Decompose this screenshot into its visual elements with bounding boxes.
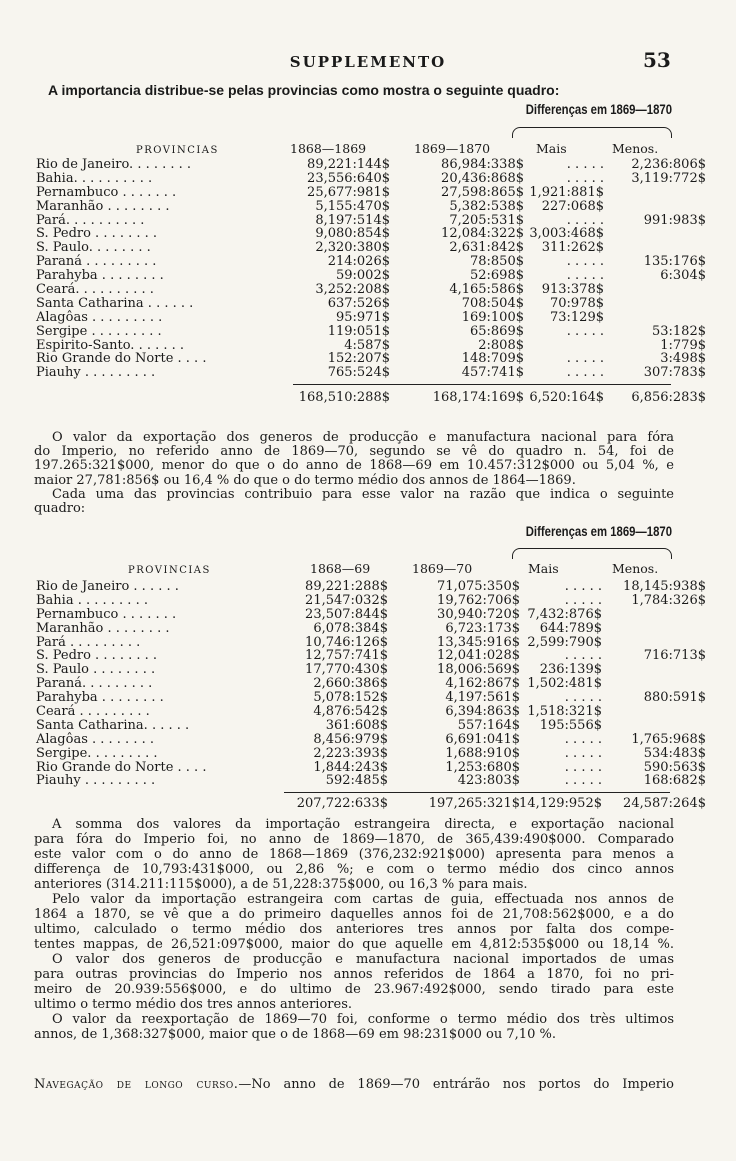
value-1868-69: 119:051$ (327, 323, 390, 339)
value-1868-69: 2,223:393$ (313, 745, 388, 761)
table1-provinces-header: PROVINCIAS (136, 145, 219, 156)
difference-menos: 534:483$ (643, 745, 706, 761)
paragraph-line: annos, de 1,368:327$000, maior que o de 1868—69 em 98:231$000 ou 7,10 %. (34, 1027, 556, 1042)
paragraph-line: anteriores (314.211:115$000), a de 51,228:375$000, ou 16,3 % para mais. (34, 877, 528, 892)
table2-mais-header: Mais (528, 561, 559, 576)
table1-total-rule (293, 384, 671, 385)
paragraph-line: para outras provincias do Imperio nos annos referidos de 1864 a 1870, foi no pri- (34, 967, 674, 982)
table-row (36, 608, 676, 622)
difference-mais: . . . . . (566, 365, 604, 381)
running-header-title: SUPPLEMENTO (289, 53, 447, 71)
intro-sentence: A importancia distribue-se pelas provincias como mostra o seguinte quadro: (48, 82, 560, 98)
value-1868-69: 95:971$ (335, 309, 390, 325)
difference-menos: 590:563$ (643, 759, 706, 775)
value-1869-70: 52:698$ (469, 268, 524, 284)
value-1869-70: 4,165:586$ (449, 282, 524, 298)
table-row (36, 663, 676, 677)
table1-differences-brace (512, 127, 672, 138)
value-1868-69: 152:207$ (327, 351, 390, 367)
paragraph-line: meiro de 20.939:556$000, e do ultimo de 23.967:492$000, sendo tirado para este (34, 982, 674, 997)
value-1869-70: 86,984:338$ (441, 157, 524, 172)
difference-mais: 644:789$ (539, 620, 602, 636)
difference-mais: 195:556$ (539, 717, 602, 733)
value-1868-69: 8,456:979$ (313, 731, 388, 747)
province-name: Bahia. . . . . . . . . . (36, 170, 153, 186)
paragraph-line: O valor da reexportação de 1869—70 foi, conforme o termo médio dos très ultimos (52, 1012, 674, 1027)
value-1868-69: 2,660:386$ (313, 676, 388, 692)
province-name: Espirito-Santo. . . . . . . (36, 337, 185, 353)
province-name: Sergipe. . . . . . . . . (36, 745, 158, 761)
difference-menos: 168:682$ (643, 773, 706, 789)
value-1869-70: 27,598:865$ (441, 184, 524, 200)
table2-total-mais: 14,129:952$ (519, 796, 602, 811)
table2-differences-brace (512, 548, 672, 559)
difference-menos: 991:983$ (643, 212, 706, 228)
value-1868-69: 361:608$ (325, 717, 388, 733)
difference-menos: 53:182$ (651, 323, 706, 339)
value-1868-69: 23,507:844$ (305, 606, 388, 622)
table-row (36, 731, 706, 747)
paragraph-line: para fóra do Imperio foi, no anno de 1869—1870, de 365,439:490$000. Comparado (34, 832, 674, 847)
value-1869-70: 6,394:863$ (445, 704, 520, 720)
paragraph-line: quadro: (34, 501, 86, 516)
province-name: Bahia . . . . . . . . . (36, 592, 148, 608)
value-1868-69: 5,078:152$ (313, 690, 388, 706)
value-1868-69: 2,320:380$ (315, 240, 390, 256)
value-1869-70: 148:709$ (461, 351, 524, 367)
value-1869-70: 30,940:720$ (437, 606, 520, 622)
table1-total-1868-69: 168,510:288$ (298, 390, 390, 405)
table-row (36, 186, 676, 200)
province-name: Santa Catharina . . . . . . (36, 295, 194, 311)
province-name: Rio de Janeiro . . . . . . (36, 579, 179, 594)
last-line-navegacao (34, 1078, 674, 1092)
value-1869-70: 6,723:173$ (445, 620, 520, 636)
table2-total-1869-70: 197,265:321$ (428, 796, 520, 811)
value-1868-69: 637:526$ (327, 295, 390, 311)
table2-differences-title: Differenças em 1869—1870 (525, 524, 672, 539)
value-1868-69: 4,876:542$ (313, 704, 388, 720)
table-row (36, 351, 706, 367)
value-1868-69: 9,080:854$ (315, 226, 390, 242)
value-1868-69: 59:002$ (335, 268, 390, 284)
province-name: Paraná. . . . . . . . . (36, 676, 153, 692)
table-row (36, 365, 706, 381)
value-1869-70: 1,253:680$ (445, 759, 520, 775)
table1-total-1869-70: 168,174:169$ (432, 390, 524, 405)
table-row (36, 648, 706, 664)
table-row (36, 592, 706, 608)
value-1868-69: 5,155:470$ (315, 198, 390, 214)
table-row (36, 323, 706, 339)
paragraph-line: do Imperio, no referido anno de 1869—70, segundo se vê do quadro n. 54, foi de (34, 444, 674, 460)
difference-mais: 913:378$ (541, 282, 604, 298)
difference-menos: 307:783$ (643, 365, 706, 381)
value-1869-70: 12,041:028$ (437, 648, 520, 664)
paragraph-line: O valor da exportação dos generos de producção e manufactura nacional para fóra (52, 430, 674, 445)
difference-mais: . . . . . (566, 351, 604, 367)
value-1869-70: 2,631:842$ (449, 240, 524, 256)
paragraph-line: este valor com o do anno de 1868—1869 (376,232:921$000) apresenta para menos a (34, 847, 674, 862)
province-name: Rio Grande do Norte . . . . (36, 351, 207, 367)
province-name: Rio Grande do Norte . . . . (36, 759, 207, 775)
value-1869-70: 13,345:916$ (437, 634, 520, 650)
paragraph-line: Cada uma das provincias contribuio para esse valor na razão que indica o seguinte (52, 486, 674, 502)
difference-mais: . . . . . (566, 170, 604, 186)
difference-mais: 1,502:481$ (527, 676, 602, 692)
value-1868-69: 6,078:384$ (313, 620, 388, 636)
table1-body (36, 157, 706, 381)
value-1868-69: 3,252:208$ (315, 282, 390, 298)
table-row (36, 690, 706, 706)
value-1869-70: 1,688:910$ (445, 745, 520, 761)
table1-menos-header: Menos. (612, 141, 659, 156)
difference-mais: . . . . . (564, 648, 602, 664)
table2-body (36, 579, 706, 789)
difference-mais: . . . . . (566, 157, 604, 172)
difference-mais: 236:139$ (539, 662, 602, 678)
value-1868-69: 25,677:981$ (307, 184, 390, 200)
difference-mais: 2,599:790$ (527, 634, 602, 650)
province-name: Piauhy . . . . . . . . . (36, 365, 156, 381)
paragraph-line: differença de 10,793:431$000, ou 2,86 %; e com o termo médio dos cinco annos (34, 862, 674, 877)
difference-mais: . . . . . (564, 773, 602, 789)
paragraph-line: tentes mappas, de 26,521:097$000, maior do que aquelle em 4,812:535$000 ou 18,14 %. (34, 937, 674, 952)
value-1868-69: 21,547:032$ (305, 592, 388, 608)
difference-mais: 3,003:468$ (529, 226, 604, 242)
province-name: Paraná . . . . . . . . . (36, 254, 157, 270)
province-name: Maranhão . . . . . . . . (36, 620, 170, 636)
table-row (36, 241, 676, 255)
difference-mais: . . . . . (564, 731, 602, 747)
difference-menos: 716:713$ (643, 648, 706, 664)
table-row (36, 579, 706, 594)
table2-col2-header: 1869—70 (412, 561, 473, 576)
table-row (36, 157, 706, 172)
table2-provinces-header: PROVINCIAS (128, 565, 211, 576)
value-1869-70: 6,691:041$ (445, 731, 520, 747)
province-name: Santa Catharina. . . . . . (36, 717, 190, 733)
paragraph-line: ultimo, calculado o termo médio dos anteriores tres annos por falta dos compe- (34, 922, 674, 937)
difference-menos: 135:176$ (643, 254, 706, 270)
table-row (36, 297, 676, 311)
difference-menos: 2,236:806$ (631, 157, 706, 172)
value-1868-69: 17,770:430$ (305, 662, 388, 678)
table2-total-rule (284, 792, 670, 793)
table-row (36, 268, 706, 284)
page-number: 53 (643, 48, 671, 72)
province-name: S. Paulo. . . . . . . . (36, 240, 151, 256)
difference-mais: 73:129$ (549, 309, 604, 325)
value-1868-69: 10,746:126$ (305, 634, 388, 650)
province-name: S. Pedro . . . . . . . . (36, 648, 158, 664)
table-row (36, 705, 676, 719)
value-1869-70: 65:869$ (469, 323, 524, 339)
difference-mais: . . . . . (564, 690, 602, 706)
difference-mais: . . . . . (566, 323, 604, 339)
province-name: Parahyba . . . . . . . . (36, 690, 164, 706)
difference-mais: . . . . . (566, 254, 604, 270)
value-1869-70: 423:803$ (457, 773, 520, 789)
table-row (36, 773, 706, 789)
table-row (36, 227, 676, 241)
value-1869-70: 71,075:350$ (437, 579, 520, 594)
table-row (36, 622, 676, 636)
table1-mais-header: Mais (536, 141, 567, 156)
difference-menos: 1:779$ (660, 337, 706, 353)
table-row (36, 745, 706, 761)
province-name: Parahyba . . . . . . . . (36, 268, 164, 284)
province-name: Rio de Janeiro. . . . . . . . (36, 157, 192, 172)
province-name: S. Paulo . . . . . . . . (36, 662, 156, 678)
province-name: Pernambuco . . . . . . . (36, 184, 177, 200)
value-1868-69: 214:026$ (327, 254, 390, 270)
paragraph-line: 1864 a 1870, se vê que a do primeiro daquelles annos foi de 21,708:562$000, e a do (34, 907, 674, 922)
table2-col1-header: 1868—69 (310, 561, 371, 576)
difference-mais: 7,432:876$ (527, 606, 602, 622)
last-line-text: —No anno de 1869—70 entrárão nos portos do Imperio (238, 1077, 674, 1092)
value-1869-70: 19,762:706$ (437, 592, 520, 608)
difference-menos: 1,765:968$ (631, 731, 706, 747)
difference-mais: . . . . . (566, 268, 604, 284)
table1-total-menos: 6,856:283$ (631, 390, 706, 405)
province-name: Pará. . . . . . . . . . (36, 212, 145, 228)
difference-mais: . . . . . (564, 592, 602, 608)
province-name: Maranhão . . . . . . . . (36, 198, 170, 214)
value-1869-70: 18,006:569$ (437, 662, 520, 678)
value-1868-69: 765:524$ (327, 365, 390, 381)
paragraph-line: O valor dos generos de producção e manufactura nacional importados de umas (52, 952, 674, 967)
province-name: Pará . . . . . . . . . (36, 634, 141, 650)
difference-mais: 70:978$ (549, 295, 604, 311)
difference-mais: . . . . . (566, 212, 604, 228)
province-name: Piauhy . . . . . . . . . (36, 773, 156, 789)
difference-menos: 880:591$ (643, 690, 706, 706)
value-1869-70: 457:741$ (461, 365, 524, 381)
value-1869-70: 5,382:538$ (449, 198, 524, 214)
table-row (36, 200, 676, 214)
table-row (36, 677, 676, 691)
table1-col1-header: 1868—1869 (290, 141, 367, 156)
value-1869-70: 169:100$ (461, 309, 524, 325)
difference-mais: 1,921:881$ (529, 184, 604, 200)
table-row (36, 636, 676, 650)
difference-mais: . . . . . (564, 579, 602, 594)
value-1869-70: 708:504$ (461, 295, 524, 311)
province-name: Sergipe . . . . . . . . . (36, 323, 162, 339)
value-1869-70: 20,436:868$ (441, 170, 524, 186)
section-lead-navegacao: Navegação de longo curso. (34, 1077, 239, 1092)
table1-total-mais: 6,520:164$ (529, 390, 604, 405)
value-1869-70: 4,197:561$ (445, 690, 520, 706)
difference-menos: 18,145:938$ (623, 579, 706, 594)
province-name: Ceará . . . . . . . . . (36, 704, 150, 720)
value-1869-70: 2:808$ (478, 337, 524, 353)
value-1869-70: 78:850$ (469, 254, 524, 270)
table2-total-1868-69: 207,722:633$ (296, 796, 388, 811)
table1-col2-header: 1869—1870 (414, 141, 491, 156)
table-row (36, 719, 676, 733)
difference-menos: 1,784:326$ (631, 592, 706, 608)
value-1868-69: 89,221:288$ (305, 579, 388, 594)
difference-menos: 6:304$ (660, 268, 706, 284)
difference-mais: . . . . . (564, 745, 602, 761)
table-row (36, 254, 706, 270)
value-1868-69: 8,197:514$ (315, 212, 390, 228)
value-1869-70: 557:164$ (457, 717, 520, 733)
province-name: Alagôas . . . . . . . . (36, 731, 154, 747)
difference-mais: 1,518:321$ (527, 704, 602, 720)
value-1868-69: 1,844:243$ (313, 759, 388, 775)
table-row (36, 170, 706, 186)
paragraph-line: A somma dos valores da importação estrangeira directa, e exportação nacional (52, 817, 674, 832)
province-name: S. Pedro . . . . . . . . (36, 226, 158, 242)
paragraph-line: 197.265:321$000, menor do que o do anno de 1868—69 em 10.457:312$000 ou 5,04 %, e (34, 458, 674, 474)
value-1868-69: 23,556:640$ (307, 170, 390, 186)
table-row (36, 337, 706, 353)
paragraph-line: maior 27,781:856$ ou 16,4 % do que o do termo médio dos annos de 1864—1869. (34, 472, 576, 488)
value-1868-69: 4:587$ (344, 337, 390, 353)
value-1868-69: 12,757:741$ (305, 648, 388, 664)
table-row (36, 283, 676, 297)
difference-mais: 227:068$ (541, 198, 604, 214)
value-1869-70: 7,205:531$ (449, 212, 524, 228)
difference-mais: . . . . . (564, 759, 602, 775)
difference-mais: 311:262$ (541, 240, 604, 256)
table2-menos-header: Menos. (612, 561, 659, 576)
value-1869-70: 4,162:867$ (445, 676, 520, 692)
table2-total-menos: 24,587:264$ (623, 796, 706, 811)
province-name: Alagôas . . . . . . . . . (36, 309, 163, 325)
province-name: Pernambuco . . . . . . . (36, 606, 177, 622)
table-row (36, 759, 706, 775)
value-1868-69: 89,221:144$ (307, 157, 390, 172)
value-1868-69: 592:485$ (325, 773, 388, 789)
province-name: Ceará. . . . . . . . . . (36, 282, 154, 298)
value-1869-70: 12,084:322$ (441, 226, 524, 242)
paragraph-line: Pelo valor da importação estrangeira com cartas de guia, effectuada nos annos de (52, 892, 674, 907)
difference-menos: 3:498$ (660, 351, 706, 367)
table1-differences-title: Differenças em 1869—1870 (525, 102, 672, 117)
table-row (36, 212, 706, 228)
table-row (36, 311, 676, 325)
difference-menos: 3,119:772$ (631, 170, 706, 186)
paragraph-line: ultimo o termo médio dos tres annos anteriores. (34, 997, 352, 1012)
